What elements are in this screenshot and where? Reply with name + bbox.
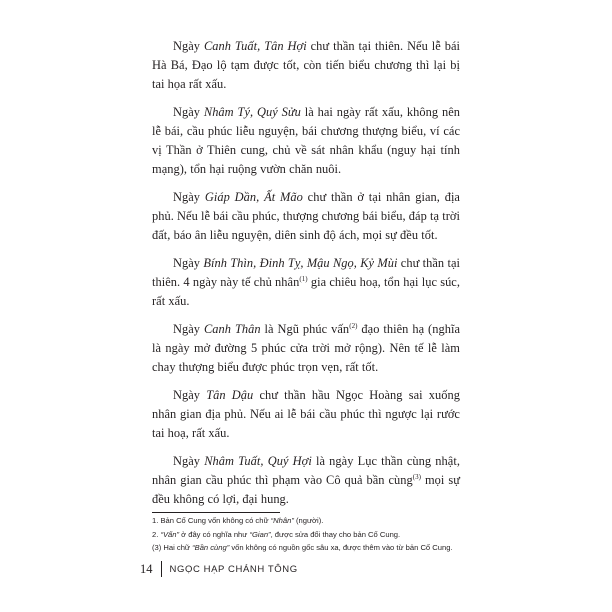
paragraph	[152, 188, 460, 245]
footnote-ref: (3)	[412, 473, 422, 481]
italic-text: Nhâm Tý, Quý Sửu	[203, 105, 301, 119]
text-run: là ngày Lục thần cùng nhật, nhân gian cầu phúc thì phạm vào Cô quả bần cùng	[152, 454, 460, 487]
text-run: chư thần tại thiên. 4 ngày này tế chủ nhân	[152, 256, 460, 289]
paragraph	[152, 452, 460, 509]
paragraph	[152, 254, 460, 311]
footnote-ref: (1)	[299, 275, 308, 283]
text-run: Ngày	[173, 322, 204, 336]
text-run: vốn không có nguồn gốc sâu xa, được thêm vào từ bản Cố Cung.	[229, 543, 453, 552]
text-run: , được sửa đổi thay cho bản Cố Cung.	[270, 529, 401, 539]
footnote-ref: (2)	[349, 322, 358, 330]
page-number: 14	[140, 561, 153, 576]
text-run: 1. Bản Cố Cung vốn không có chữ	[152, 516, 271, 525]
text-run: đạo thiên hạ (nghĩa là ngày mở đường 5 phúc cửa trời mở rộng). Nên tế lễ làm chay thượng biểu được phúc trọn vẹn, rất tốt.	[152, 322, 461, 374]
text-run: Ngày	[173, 256, 204, 270]
running-title: NGỌC HẠP CHÁNH TÔNG	[169, 563, 298, 575]
text-run: chư thần hầu Ngọc Hoàng sai xuống nhân gian địa phủ. Nếu ai lễ bái cầu phúc thì ngược lại rước tai hoạ, rất xấu.	[152, 388, 460, 440]
text-run: Ngày	[173, 39, 204, 53]
italic-text: Giáp Dần, Ất Mão	[204, 190, 303, 204]
italic-text: Nhâm Tuất, Quý Hợi	[204, 454, 312, 468]
footer-divider	[161, 561, 162, 577]
text-run: (3) Hai chữ	[152, 543, 193, 552]
text-run: (người).	[293, 516, 324, 525]
text-run: Ngày	[173, 388, 207, 402]
text-run: mọi sự đều không có lợi, đại hung.	[152, 473, 460, 506]
page-footer	[140, 561, 298, 577]
footnote	[152, 514, 472, 528]
footnote	[152, 541, 472, 555]
paragraph	[152, 386, 460, 443]
text-run: là Ngũ phúc vấn	[260, 322, 350, 336]
italic-text: Tân Dậu	[206, 388, 254, 402]
text-run: Ngày	[173, 105, 204, 119]
footnote	[152, 528, 472, 542]
text-run: Ngày	[173, 454, 205, 468]
text-run: chư thần ở tại nhân gian, địa phủ. Nếu lễ bái cầu phúc, thượng chương bái biểu, đáp tạ trời đất, báo ân liễu nguyện, diên sinh độ ách, mọi sự đều tốt.	[152, 190, 460, 242]
text-run: ở đây có nghĩa như	[179, 529, 250, 539]
italic-text: “Vấn”	[160, 529, 180, 539]
text-run: chư thần tại thiên. Nếu lễ bái Hà Bá, Đạo lộ tạm được tốt, còn tiến biểu chương thì lại bị tai họa rất xấu.	[152, 39, 461, 91]
body-text	[152, 37, 460, 518]
footnote-divider	[152, 512, 280, 513]
paragraph	[152, 320, 460, 377]
text-run: Ngày	[173, 190, 205, 204]
italic-text: Canh Thân	[203, 322, 261, 336]
footnotes	[152, 514, 472, 555]
italic-text: “Bần cùng”	[192, 543, 230, 552]
text-run: gia chiêu hoạ, tổn hại lục súc, rất xấu.	[152, 275, 461, 308]
text-run: 2.	[152, 529, 161, 539]
italic-text: Canh Tuất, Tân Hợi	[203, 39, 307, 53]
italic-text: Bính Thìn, Đinh Tỵ, Mậu Ngọ, Kỷ Mùi	[203, 256, 398, 270]
italic-text: “Gian”	[249, 529, 271, 539]
text-run: là hai ngày rất xấu, không nên lễ bái, cầu phúc liễu nguyện, bái chương thượng biểu, ví các vị Thần ở Thiên cung, chủ về sát nhân khẩu (nguy hại tính mạng), tổn hại ruộng vườn chăn nuôi.	[152, 105, 461, 176]
paragraph	[152, 103, 460, 179]
italic-text: “Nhân”	[270, 516, 294, 525]
paragraph	[152, 37, 460, 94]
